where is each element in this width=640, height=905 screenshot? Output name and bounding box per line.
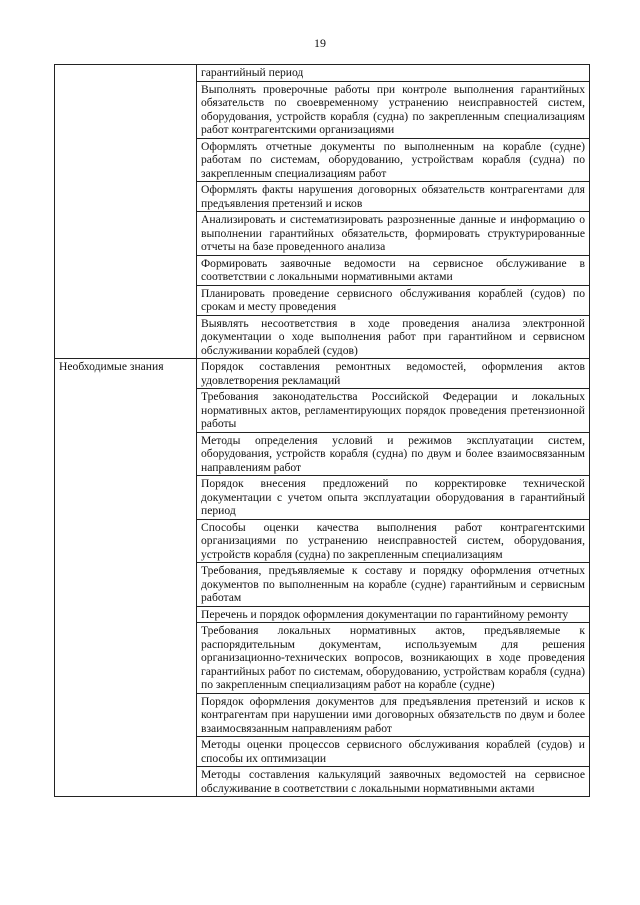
table-cell: Формировать заявочные ведомости на сервисное обслуживание в соответствии с локальными нормативными актами	[197, 255, 590, 285]
table-cell: Анализировать и систематизировать разрозненные данные и информацию о выполнении гарантийных обязательств, формировать структурированные отчеты на базе проведенного анализа	[197, 212, 590, 256]
table-cell: Порядок составления ремонтных ведомостей, оформления актов удовлетворения рекламаций	[197, 359, 590, 389]
section-label-knowledge: Необходимые знания	[55, 359, 197, 797]
requirements-table	[54, 64, 590, 797]
table-cell: Требования локальных нормативных актов, предъявляемые к распорядительным документам, используемым для решения организационно-технических вопросов, возникающих в ходе проведения гарантийных работ по системам, оборудованию, устройствам корабля (судна) по закрепленным специализациям работ на корабле (судне)	[197, 623, 590, 694]
table-cell: Выполнять проверочные работы при контроле выполнения гарантийных обязательств по своевременному устранению неисправностей систем, оборудования, устройств корабля (судна) по закрепленным специализациям работ контрагентскими организациями	[197, 81, 590, 138]
table-cell: гарантийный период	[197, 65, 590, 82]
table-cell: Оформлять факты нарушения договорных обязательств контрагентами для предъявления претензий и исков	[197, 182, 590, 212]
table-cell: Способы оценки качества выполнения работ контрагентскими организациями по устранению неисправностей систем, оборудования, устройств корабля (судна) по закрепленным специализациям	[197, 519, 590, 563]
table-cell: Требования, предъявляемые к составу и порядку оформления отчетных документов по выполненным на корабле (судне) гарантийным и сервисным работам	[197, 563, 590, 607]
table-cell: Планировать проведение сервисного обслуживания кораблей (судов) по срокам и месту проведения	[197, 285, 590, 315]
table-cell: Выявлять несоответствия в ходе проведения анализа электронной документации о ходе выполнения работ при гарантийном и сервисном обслуживании кораблей (судов)	[197, 315, 590, 359]
page-number: 19	[314, 36, 326, 50]
table-cell: Методы оценки процессов сервисного обслуживания кораблей (судов) и способы их оптимизации	[197, 737, 590, 767]
table-cell: Перечень и порядок оформления документации по гарантийному ремонту	[197, 606, 590, 623]
section-label-cell	[55, 65, 197, 359]
table-cell: Методы определения условий и режимов эксплуатации систем, оборудования, устройств корабля (судна) по двум и более взаимосвязанным направлениям работ	[197, 432, 590, 476]
table-cell: Требования законодательства Российской Федерации и локальных нормативных актов, регламентирующих порядок проведения претензионной работы	[197, 389, 590, 433]
table-cell: Порядок оформления документов для предъявления претензий и исков к контрагентам при нарушении ими договорных обязательств по двум и более взаимосвязанным направлениям работ	[197, 693, 590, 737]
table-cell: Методы составления калькуляций заявочных ведомостей на сервисное обслуживание в соответствии с локальными нормативными актами	[197, 767, 590, 797]
table-cell: Порядок внесения предложений по корректировке технической документации с учетом опыта эксплуатации оборудования в гарантийный период	[197, 476, 590, 520]
table-cell: Оформлять отчетные документы по выполненным на корабле (судне) работам по системам, оборудованию, устройствам корабля (судна) по закрепленным специализациям работ	[197, 138, 590, 182]
